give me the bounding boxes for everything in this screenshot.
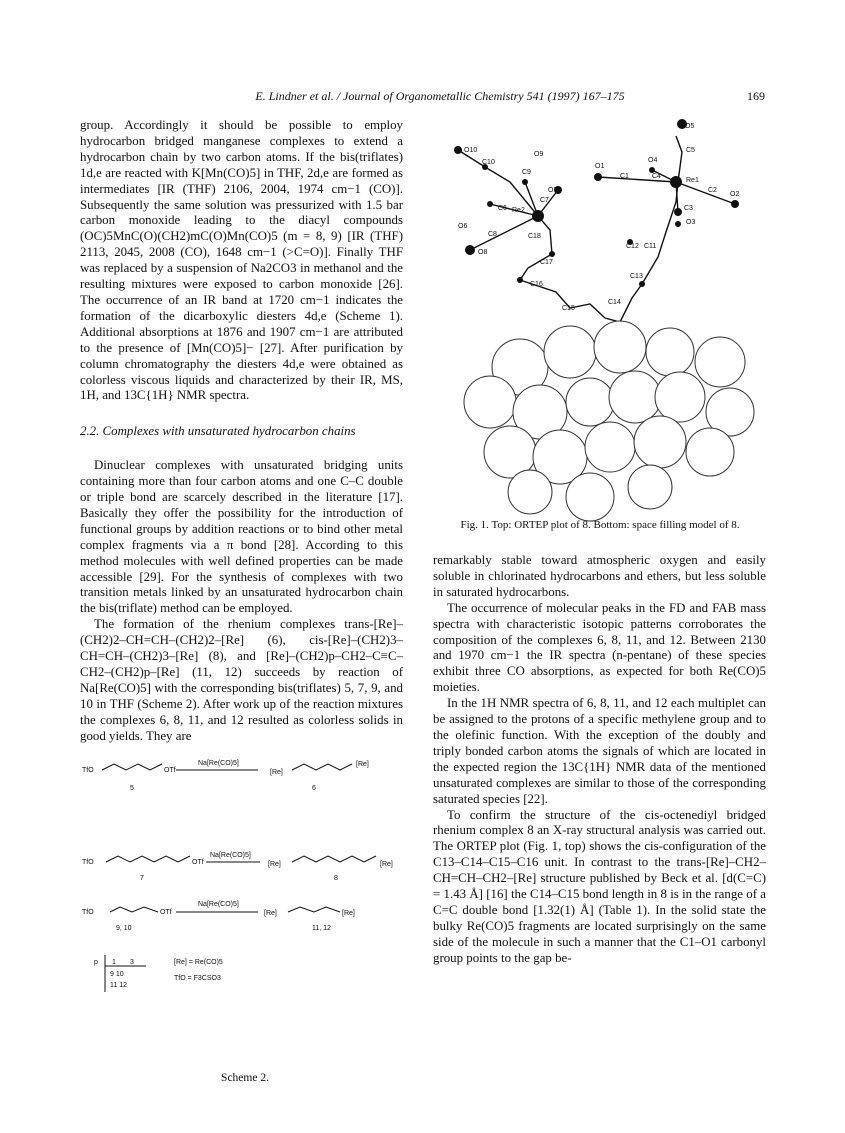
scheme-product-right: [Re] [356, 761, 369, 768]
scheme-reagent: Na[Re(CO)5] [198, 760, 239, 767]
svg-text:C9: C9 [522, 169, 531, 176]
re-definition: [Re] = Re(CO)5 [174, 959, 223, 966]
compound-number: 6 [312, 785, 316, 792]
compound-number: 5 [130, 785, 134, 792]
svg-text:C1: C1 [620, 173, 629, 180]
svg-text:C16: C16 [530, 281, 543, 288]
compound-number: 11, 12 [312, 925, 331, 932]
left-column [80, 118, 403, 745]
scheme-right-label: OTf [164, 767, 176, 774]
svg-text:O7: O7 [548, 187, 558, 194]
scheme-2 [80, 752, 410, 1082]
table-header-1: 1 [112, 959, 116, 966]
ortep-plot [430, 112, 770, 532]
scheme-product-left: [Re] [270, 769, 283, 776]
svg-text:O8: O8 [478, 249, 488, 256]
scheme-product-left: [Re] [264, 910, 277, 917]
svg-text:C5: C5 [686, 147, 695, 154]
svg-text:C10: C10 [482, 159, 495, 166]
compound-number: 8 [334, 875, 338, 882]
svg-text:C14: C14 [608, 299, 621, 306]
svg-text:C13: C13 [630, 273, 643, 280]
svg-text:O3: O3 [686, 219, 696, 226]
svg-text:C11: C11 [644, 243, 657, 250]
scheme-product-left: [Re] [268, 861, 281, 868]
svg-text:O10: O10 [464, 147, 478, 154]
table-header-3: 3 [130, 959, 134, 966]
figure-1 [430, 112, 770, 532]
paragraph: Dinuclear complexes with unsaturated bridging units containing more than four carbon atoms and one C–C double or triple bond are scarcely described in the literature [17]. Basically they offer the possibility for the introduction of functional groups by addition reactions or to bind other metal complex fragments via a π bond [28]. According to this method molecules with well defined properties can be made accessible [29]. For the synthesis of complexes with two transition metals linked by an unsaturated hydrocarbon chain the bis(triflate) method can be employed. [80, 458, 403, 616]
figure-caption: Fig. 1. Top: ORTEP plot of 8. Bottom: space filling model of 8. [460, 519, 740, 531]
scheme-right-label: OTf [192, 859, 204, 866]
table-row: 11 12 [110, 982, 127, 989]
scheme-caption: Scheme 2. [221, 1072, 269, 1084]
scheme-right-label: OTf [160, 909, 172, 916]
compound-number: 7 [140, 875, 144, 882]
svg-text:C17: C17 [540, 259, 553, 266]
svg-text:C4: C4 [652, 173, 661, 180]
svg-text:O9: O9 [534, 151, 544, 158]
scheme-reagent: Na[Re(CO)5] [210, 852, 251, 859]
paragraph: The occurrence of molecular peaks in the FD and FAB mass spectra with characteristic isotopic patterns corroborates the composition of the complexes 6, 8, 11, and 12. Between 2130 and 1970 cm−1 the IR spectra (n-pentane) of these species exhibit three CO absorptions, as expected for both Re(CO)5 moieties. [433, 600, 766, 695]
paragraph: The formation of the rhenium complexes trans-[Re]–(CH2)2–CH=CH–(CH2)2–[Re] (6), cis-[Re]–(CH2)3–CH=CH–(CH2)3–[Re] (8), and [Re]–(CH2)p–CH2–C≡C–CH2–(CH2)p–[Re] (11, 12) succeeds by reaction of Na[Re(CO)5] with the corresponding bis(triflates) 5, 7, 9, and 10 in THF (Scheme 2). After work up of the reaction mixtures the complexes 6, 8, 11, and 12 resulted as colorless solids in good yields. They are [80, 617, 403, 743]
scheme-product-right: [Re] [380, 861, 393, 868]
scheme-left-label: TfO [82, 859, 94, 866]
section-heading: 2.2. Complexes with unsaturated hydrocarbon chains [80, 424, 356, 439]
scheme-left-label: TfO [82, 909, 94, 916]
table-header-p: p [94, 959, 98, 966]
svg-text:O5: O5 [685, 123, 695, 130]
paragraph: In the 1H NMR spectra of 6, 8, 11, and 12 each multiplet can be assigned to the protons of a specific methylene group and to the olefinic function. With the exception of the doubly and triply bonded carbon atoms the signals of which are located in the expected region the 13C{1H} NMR data of the mentioned unsaturated complexes are similar to those of the corresponding saturated species [22]. [433, 696, 766, 806]
paragraph: To confirm the structure of the cis-octenediyl bridged rhenium complex 8 an X-ray structural analysis was carried out. The ORTEP plot (Fig. 1, top) shows the cis-configuration of the C13–C14–C15–C16 unit. In contrast to the trans-[Re]–CH2–CH=CH–CH2–[Re] structure published by Beck et al. [d(C=C) = 1.43 Å] [16] the C14–C15 bond length in 8 is in the range of a C=C double bond [1.32(1) Å] (Table 1). In the solid state the bulky Re(CO)5 fragments are located surprisingly on the same side of the molecule in such a manner that the C1–O1 carbonyl group points to the gap be- [433, 807, 766, 965]
journal-citation: E. Lindner et al. / Journal of Organometallic Chemistry 541 (1997) 167–175 [255, 89, 625, 103]
svg-text:O2: O2 [730, 191, 740, 198]
paragraph: remarkably stable toward atmospheric oxygen and easily soluble in chlorinated hydrocarbons and ethers, but less soluble in saturated hydrocarbons. [433, 553, 766, 599]
svg-text:C8: C8 [488, 231, 497, 238]
compound-number: 9, 10 [116, 925, 132, 932]
scheme-drawing [80, 752, 410, 1072]
right-column [433, 553, 766, 967]
svg-text:O6: O6 [458, 223, 468, 230]
paragraph: group. Accordingly it should be possible to employ hydrocarbon bridged manganese complexes to extend a hydrocarbon chain by two carbon atoms. If the bis(triflates) 1d,e are reacted with K[Mn(CO)5] in THF, 2d,e are formed as intermediates [IR (THF) 2106, 2004, 1974 cm−1 (CO)]. Subsequently the same solution was pressurized with 1.5 bar carbon monoxide leading to the diacyl compounds (OC)5MnC(O)(CH2)mC(O)Mn(CO)5 (m = 8, 9) [IR (THF) 2113, 2045, 2008 (CO), 1648 cm−1 (>C=O)]. Finally THF was replaced by a suspension of Na2CO3 in methanol and the resulting mixtures were exposed to carbon monoxide [26]. The occurrence of an IR band at 1720 cm−1 indicates the formation of the dicarboxylic diesters 4d,e (Scheme 1). Additional absorptions at 1876 and 1907 cm−1 are attributed to the presence of [Mn(CO)5]− [27]. After purification by column chromatography the diesters 4d,e were obtained as colorless viscous liquids and characterized by their IR, MS, 1H, and 13C{1H} NMR spectra. [80, 118, 403, 403]
svg-text:C12: C12 [626, 243, 639, 250]
svg-text:O4: O4 [648, 157, 658, 164]
svg-text:Re2: Re2 [512, 207, 525, 214]
svg-text:C3: C3 [684, 205, 693, 212]
scheme-left-label: TfO [82, 767, 94, 774]
scheme-product-right: [Re] [342, 910, 355, 917]
svg-text:C18: C18 [528, 233, 541, 240]
page-number: 169 [747, 89, 765, 103]
svg-text:C15: C15 [562, 305, 575, 312]
svg-text:C7: C7 [540, 197, 549, 204]
svg-text:Re1: Re1 [686, 177, 699, 184]
svg-text:C6: C6 [498, 205, 507, 212]
svg-text:O1: O1 [595, 163, 605, 170]
scheme-reagent: Na[Re(CO)5] [198, 901, 239, 908]
table-row: 9 10 [110, 971, 124, 978]
svg-text:C2: C2 [708, 187, 717, 194]
tfo-definition: TfO = F3CSO3 [174, 975, 221, 982]
